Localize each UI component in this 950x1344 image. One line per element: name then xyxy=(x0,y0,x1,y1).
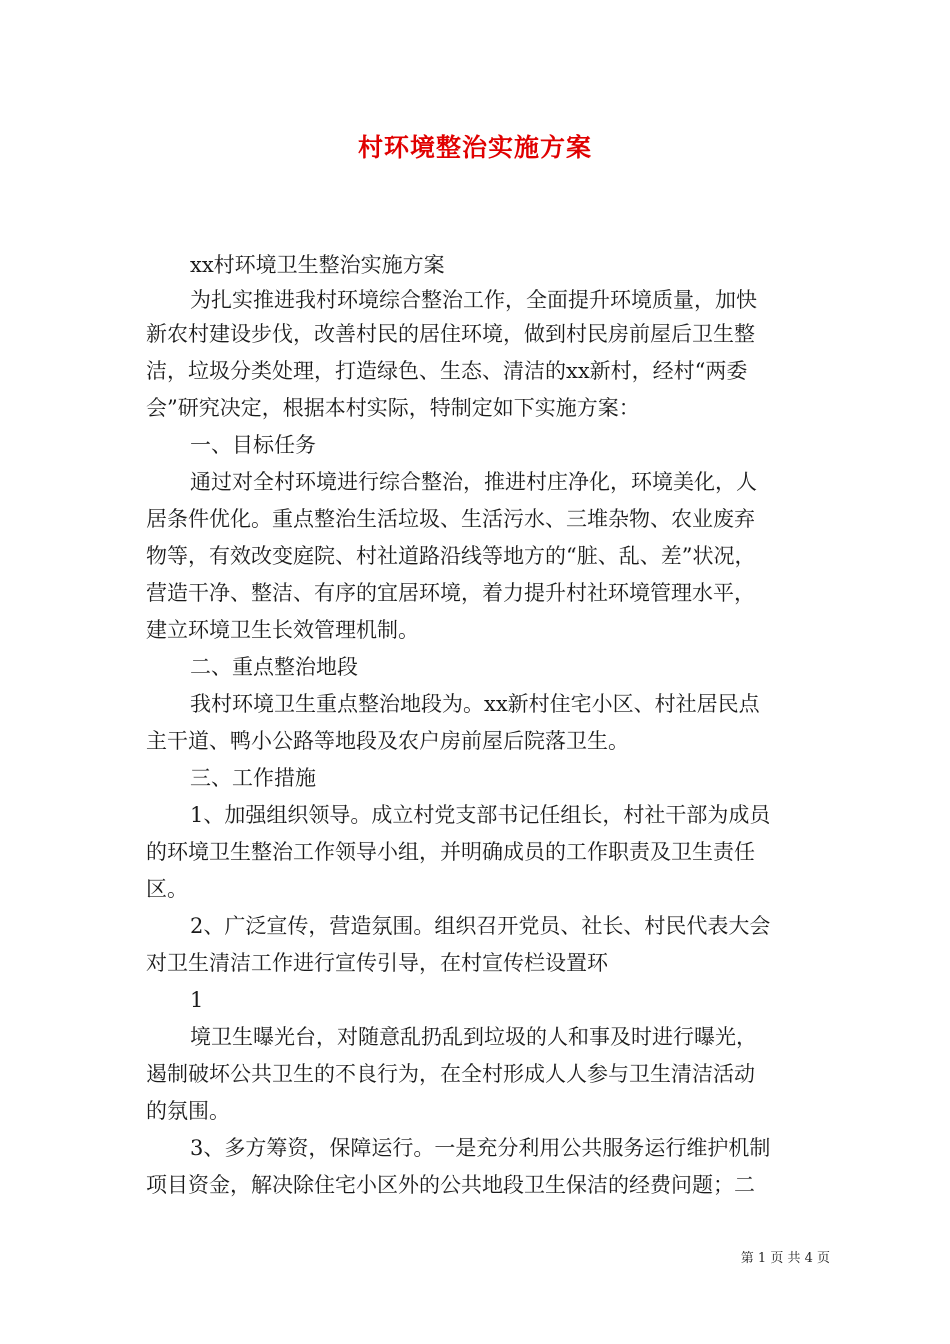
text-line: 区。 xyxy=(146,877,188,901)
text-line: 通过对全村环境进行综合整治，推进村庄净化，环境美化，人 xyxy=(190,470,757,494)
text-line: 主干道、鸭小公路等地段及农户房前屋后院落卫生。 xyxy=(146,729,629,753)
text-line: 会”研究决定，根据本村实际，特制定如下实施方案： xyxy=(146,396,640,420)
section-heading: 二、重点整治地段 xyxy=(190,655,358,679)
text-line: 营造干净、整洁、有序的宜居环境，着力提升村社环境管理水平， xyxy=(146,581,755,605)
text-line: 我村环境卫生重点整治地段为。xx新村住宅小区、村社居民点 xyxy=(190,692,760,716)
page-footer: 第 1 页 共 4 页 xyxy=(740,1251,830,1266)
text-line: 建立环境卫生长效管理机制。 xyxy=(146,618,419,642)
text-line: 3、多方筹资，保障运行。一是充分利用公共服务运行维护机制 xyxy=(190,1136,771,1160)
inline-page-number: 1 xyxy=(190,988,204,1012)
text-line: 洁，垃圾分类处理，打造绿色、生态、清洁的xx新村，经村“两委 xyxy=(146,359,748,383)
text-line: 新农村建设步伐，改善村民的居住环境，做到村民房前屋后卫生整 xyxy=(146,322,755,346)
text-line: 项目资金，解决除住宅小区外的公共地段卫生保洁的经费问题；二 xyxy=(146,1173,755,1197)
text-line: 居条件优化。重点整治生活垃圾、生活污水、三堆杂物、农业废弃 xyxy=(146,507,755,531)
text-line: 遏制破坏公共卫生的不良行为，在全村形成人人参与卫生清洁活动 xyxy=(146,1062,755,1086)
document-title: 村环境整治实施方案 xyxy=(357,133,592,162)
text-line: xx村环境卫生整治实施方案 xyxy=(190,253,445,277)
text-line: 对卫生清洁工作进行宣传引导，在村宣传栏设置环 xyxy=(146,951,608,975)
text-line: 的环境卫生整治工作领导小组，并明确成员的工作职责及卫生责任 xyxy=(146,840,755,864)
text-line: 为扎实推进我村环境综合整治工作，全面提升环境质量，加快 xyxy=(190,288,757,312)
text-line: 2、广泛宣传，营造氛围。组织召开党员、社长、村民代表大会 xyxy=(190,914,771,938)
text-line: 物等，有效改变庭院、村社道路沿线等地方的“脏、乱、差”状况， xyxy=(146,544,756,568)
text-line: 的氛围。 xyxy=(146,1099,230,1123)
section-heading: 一、目标任务 xyxy=(190,433,316,457)
section-heading: 三、工作措施 xyxy=(190,766,316,790)
text-line: 1、加强组织领导。成立村党支部书记任组长，村社干部为成员 xyxy=(190,803,771,827)
text-line: 境卫生曝光台，对随意乱扔乱到垃圾的人和事及时进行曝光， xyxy=(190,1025,757,1049)
